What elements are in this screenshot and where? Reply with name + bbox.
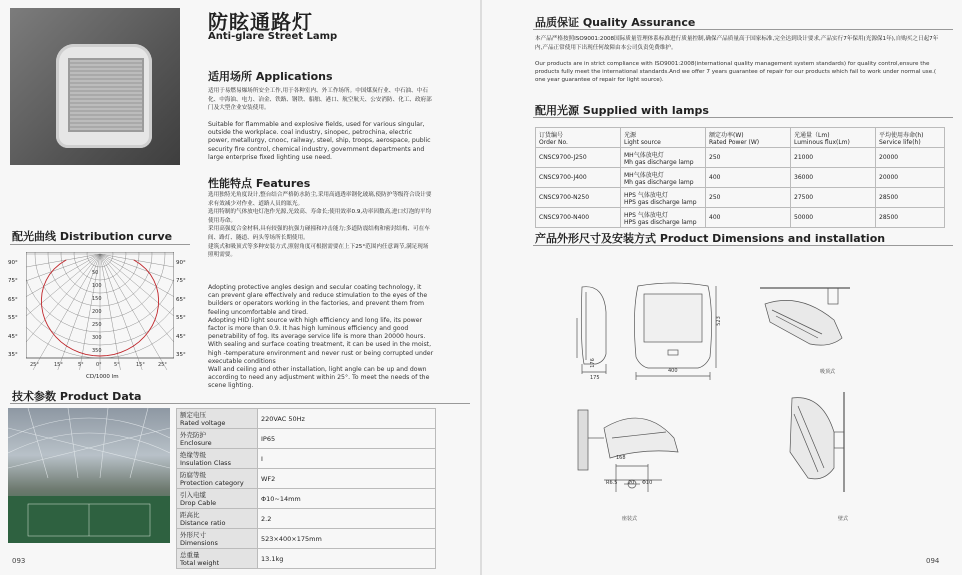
bottom-angle: 25° (158, 362, 167, 368)
page-title-en: Anti-glare Street Lamp (208, 31, 338, 42)
front-view-drawing (628, 282, 718, 382)
spec-label-en: Rated voltage (180, 419, 226, 427)
right-page (482, 0, 962, 575)
spec-label-cn: 引入电缆 (180, 491, 206, 499)
life-cell: 28500 (876, 208, 945, 228)
table-row (536, 208, 945, 228)
grid-spoke (26, 254, 100, 302)
table-row (177, 409, 436, 429)
label-ceiling: 吸顶式 (820, 369, 836, 375)
spec-label (177, 469, 258, 489)
right-angle-labels (176, 254, 186, 364)
column-header-cn: 订货编号 (539, 131, 564, 139)
radial-label: 300 (92, 335, 102, 341)
table-row (177, 509, 436, 529)
product-data-heading: 技术参数 Product Data (12, 390, 142, 403)
dim-r65: R6.5 (606, 480, 618, 486)
table-row (177, 529, 436, 549)
spec-label-en: Distance ratio (180, 519, 226, 527)
spec-label (177, 509, 258, 529)
spec-label-cn: 防腐等级 (180, 471, 206, 479)
column-header (621, 128, 706, 148)
spec-label-cn: 绝缘等级 (180, 451, 206, 459)
grid-spoke (100, 254, 148, 370)
table-row (536, 168, 945, 188)
bottom-angle: 15° (54, 362, 63, 368)
bottom-angle: 0° (96, 362, 102, 368)
radial-label: 350 (92, 348, 102, 354)
feature-en-2: Adopting HID light source with high efficiency and long life, its power factor is more than 0.9. It has high luminous efficiency and good penetrability of fog. Its average service life is more than 20000 hours. (208, 316, 426, 341)
life-cell: 20000 (876, 168, 945, 188)
angle-label: 75° (8, 278, 18, 285)
source-cn: HPS 气体放电灯 (624, 191, 668, 199)
spec-label-en: Drop Cable (180, 499, 217, 507)
bottom-angle: 15° (136, 362, 145, 368)
product-data-divider (10, 403, 470, 404)
lamp-photo (10, 8, 180, 165)
column-header-en: Luminous flux(Lm) (794, 138, 850, 146)
feature-en-3: With sealing and surface coating treatment, it can be used in the moist, high -temperature environment and never rust or being corrupted under executable conditions (208, 341, 434, 365)
flux-cell: 27500 (791, 188, 876, 208)
spec-label-cn: 总重量 (180, 551, 200, 559)
product-data-table (176, 408, 436, 569)
source-en: Mh gas discharge lamp (624, 178, 694, 186)
bottom-angle: 5° (78, 362, 84, 368)
column-header-cn: 光通量（Lm) (794, 131, 830, 139)
source-en: HPS gas discharge lamp (624, 198, 697, 206)
quality-heading: 品质保证 Quality Assurance (535, 16, 696, 29)
spec-label-cn: 距高比 (180, 511, 200, 519)
source-cell (621, 148, 706, 168)
dimensions-divider (533, 245, 953, 246)
label-pole: 座装式 (622, 516, 638, 522)
spec-label (177, 549, 258, 569)
column-header-en: Rated Power (W) (709, 138, 760, 146)
spec-value: 220VAC 50Hz (258, 409, 436, 429)
angle-label: 90° (176, 260, 186, 266)
spec-label-en: Dimensions (180, 539, 218, 547)
stadium-roof-trusses (8, 408, 170, 543)
spec-value: IP65 (258, 429, 436, 449)
feature-cn-4: 建筑式和吸顶式等多种安装方式,照射角度可根据需要在上下25°范围内任意调节,满足现场照明需要。 (208, 243, 429, 259)
dimensions-heading: 产品外形尺寸及安装方式 Product Dimensions and installation (535, 232, 886, 245)
radial-label: 50 (92, 270, 99, 276)
angle-label: 35° (8, 352, 18, 359)
label-wall: 壁式 (838, 516, 849, 522)
angle-label: 35° (176, 352, 186, 359)
radial-label: 250 (92, 322, 102, 328)
quality-text-cn: 本产品严格按照ISO9001:2008国际质量管理体系标准进行质量控制,确保产品质量高于国家标准,完全达到设计要求,产品实行7年保用(光源保1年),自购买之日起7年内,产品正常使用下出现任何故障由本公司负责免费维护。 (535, 36, 939, 51)
dim-phi10: Φ10 (642, 480, 653, 486)
spec-label (177, 529, 258, 549)
power-cell: 250 (706, 188, 791, 208)
table-row (177, 489, 436, 509)
lamps-divider (533, 117, 953, 118)
table-row (177, 429, 436, 449)
table-header-row (536, 128, 945, 148)
column-header-en: Light source (624, 138, 661, 146)
bottom-angle: 25° (30, 362, 39, 368)
spec-label-en: Insulation Class (180, 459, 231, 467)
life-cell: 20000 (876, 148, 945, 168)
spec-value: 13.1kg (258, 549, 436, 569)
source-cell (621, 188, 706, 208)
wall-mount-drawing (772, 392, 852, 492)
applications-text-en: Suitable for flammable and explosive fields, used for various singular, outside the workplace. coal industry, sinopec, petrochina, electric power, metallurgy, cnooc, railway, steel, ship, troops, aerospace, public security fire control, chemical industry, government departments and large enterprise fixed lighting use need. (208, 121, 431, 161)
quality-divider (533, 29, 953, 30)
order-cell: CNSC9700-N250 (536, 188, 621, 208)
column-header-en: Service life(h) (879, 138, 921, 146)
spec-value: Φ10~14mm (258, 489, 436, 509)
flux-cell: 21000 (791, 148, 876, 168)
table-row (177, 549, 436, 569)
curve-unit: CD/1000 lm (86, 374, 119, 380)
spec-label-en: Total weight (180, 559, 220, 567)
dim-175: 175 (590, 375, 600, 381)
spec-label (177, 429, 258, 449)
left-angle-labels (8, 254, 18, 364)
source-cn: MH气体放电灯 (624, 171, 664, 179)
distribution-divider (10, 244, 190, 245)
spec-value: 2.2 (258, 509, 436, 529)
table-row (177, 469, 436, 489)
power-cell: 250 (706, 148, 791, 168)
dim-20: 20 (628, 480, 635, 486)
lamps-heading: 配用光源 Supplied with lamps (535, 104, 709, 117)
grid-spoke (100, 254, 174, 324)
features-text-en (208, 284, 434, 391)
column-header-cn: 平均使用寿命(h) (879, 131, 924, 139)
bottom-angle: 5° (114, 362, 120, 368)
angle-label: 45° (176, 333, 186, 340)
distribution-heading: 配光曲线 Distribution curve (12, 230, 173, 243)
spec-label (177, 449, 258, 469)
feature-cn-1: 选用独特光角度设计,整台结合严格防水防尘,采用高通透率钢化玻璃,使防护等级符合设计要求有效减少对作业、道路人员的眩光。 (208, 192, 432, 207)
source-cn: MH气体放电灯 (624, 151, 664, 159)
dim-400: 400 (668, 368, 678, 374)
order-cell: CNSC9700-J400 (536, 168, 621, 188)
lamps-table (535, 127, 945, 228)
angle-label: 65° (176, 296, 186, 303)
angle-label: 45° (8, 333, 18, 340)
table-row (536, 148, 945, 168)
column-header (876, 128, 945, 148)
features-heading: 性能特点 Features (208, 177, 311, 190)
flux-cell: 50000 (791, 208, 876, 228)
feature-en-4: Wall and ceiling and other installation, light angle can be up and down according to need any adjustment within 25°. To meet the needs of the scene lighting. (208, 366, 430, 390)
angle-label: 55° (8, 315, 18, 322)
source-en: Mh gas discharge lamp (624, 158, 694, 166)
spec-label-cn: 外形尺寸 (180, 531, 206, 539)
dim-168: 168 (616, 455, 626, 461)
radial-label: 150 (92, 296, 102, 302)
page-title-cn: 防眩通路灯 (208, 10, 313, 34)
page-number-left: 093 (12, 557, 26, 565)
angle-label: 75° (176, 278, 186, 285)
radial-label: 200 (92, 309, 102, 315)
dim-176: 176 (589, 358, 596, 368)
grid-spoke (100, 254, 174, 302)
spec-label-en: Enclosure (180, 439, 212, 447)
pole-mount-drawing (574, 408, 684, 520)
spec-value: I (258, 449, 436, 469)
distribution-curve-chart (26, 252, 174, 370)
spec-value: 523×400×175mm (258, 529, 436, 549)
applications-text-cn: 适用于易燃易爆场所安全工作,用于各种室内、外工作场所。中国煤炭行业、中石油、中石化、中海油、电力、冶金、铁路、钢铁、船舶、港口、航空航天、公安消防、化工、政府部门及大型企业安装使用。 (208, 88, 432, 112)
column-header-cn: 光源 (624, 131, 637, 139)
order-cell: CNSC9700-N400 (536, 208, 621, 228)
spec-label (177, 409, 258, 429)
quality-text-en: Our products are in strict compliance with ISO9001:2008(international quality management system standards) for quality control,ensure the products fully meet the international standards.And we offer 7 years guarantee of repair for our products which fail to work under normal use.( one year guarantee of repair for light source). (535, 61, 937, 83)
order-cell: CNSC9700-J250 (536, 148, 621, 168)
spec-label-cn: 外壳防护 (180, 431, 206, 439)
table-row (177, 449, 436, 469)
column-header (536, 128, 621, 148)
feature-cn-2: 选用特制的气体放电灯泡作光源,光效高、寿命长;使用效率0.9,功率因数高,进口灯泡的平均使用寿命。 (208, 209, 432, 224)
angle-label: 65° (8, 296, 18, 303)
page-number-right: 094 (926, 557, 940, 565)
grid-spoke (26, 254, 100, 324)
life-cell: 28500 (876, 188, 945, 208)
spec-label-en: Protection category (180, 479, 244, 487)
features-text-cn (208, 191, 434, 260)
column-header (791, 128, 876, 148)
angle-label: 90° (8, 260, 18, 266)
ceiling-mount-drawing (760, 282, 850, 364)
lamp-reflector (68, 58, 144, 132)
table-row (536, 188, 945, 208)
dim-523: 523 (715, 316, 722, 326)
spec-label (177, 489, 258, 509)
source-cell (621, 168, 706, 188)
source-cn: HPS 气体放电灯 (624, 211, 668, 219)
spec-value: WF2 (258, 469, 436, 489)
power-cell: 400 (706, 208, 791, 228)
flux-cell: 36000 (791, 168, 876, 188)
source-cell (621, 208, 706, 228)
radial-label: 100 (92, 283, 102, 289)
power-cell: 400 (706, 168, 791, 188)
stadium-photo (8, 408, 170, 543)
spec-label-cn: 额定电压 (180, 411, 206, 419)
feature-cn-3: 采用高强度合金材料,具有较强的抗强力碰撞和冲击能力;多道防震结构和密封结构、可在车间、路灯、隧道、码头等场所长期使用。 (208, 226, 430, 241)
angle-label: 55° (176, 315, 186, 322)
column-header-cn: 额定功率(W) (709, 131, 744, 139)
applications-heading: 适用场所 Applications (208, 70, 333, 83)
column-header-en: Order No. (539, 138, 568, 146)
feature-en-1: Adopting protective angles design and secular coating technology, it can prevent glare effectively and reduce stimulation to the eyes of the builders or operators working in the factories, and prevent them from feeling uncomfortable and tired. (208, 284, 428, 316)
source-en: HPS gas discharge lamp (624, 218, 697, 226)
column-header (706, 128, 791, 148)
